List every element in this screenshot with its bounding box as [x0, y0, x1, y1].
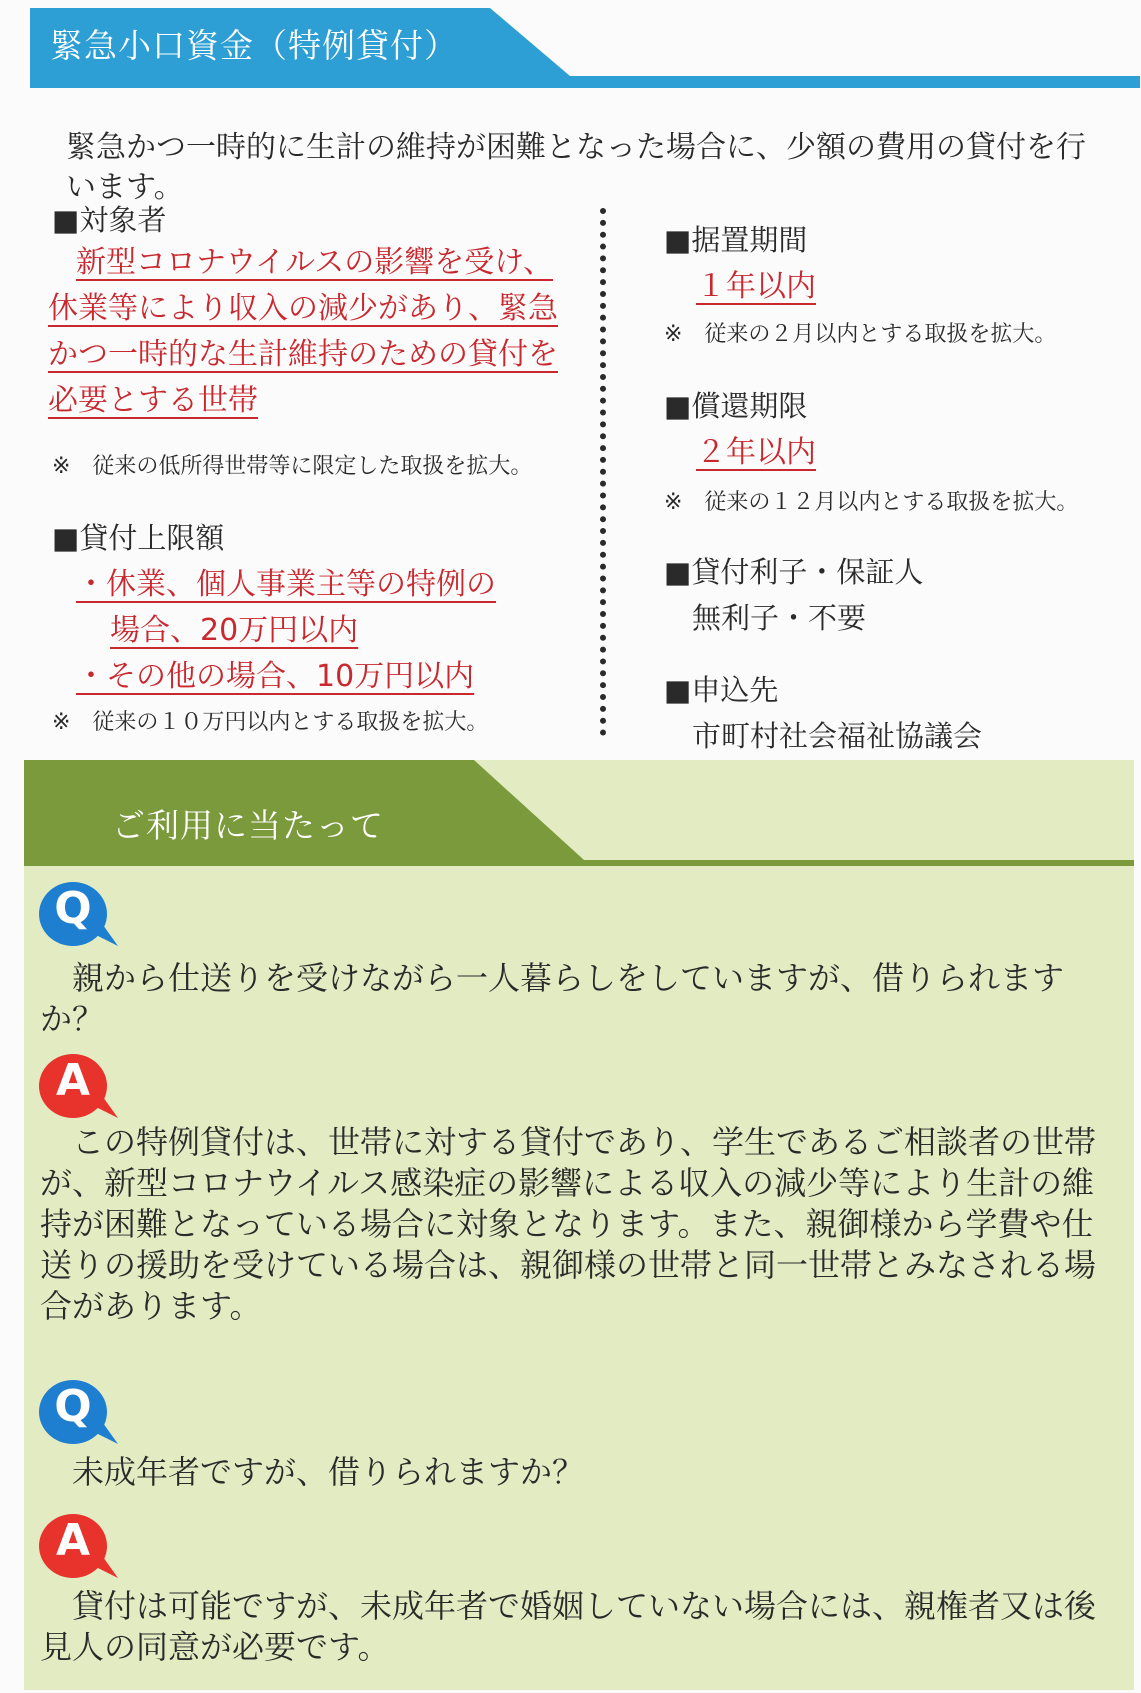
deferral-value: １年以内 [696, 269, 816, 304]
column-divider [600, 208, 606, 736]
answer-icon: A [38, 1052, 120, 1122]
target-heading: ■対象者 [52, 203, 167, 237]
page-title: 緊急小口資金（特例貸付） [50, 26, 458, 65]
limit-line-1: ・休業、個人事業主等の特例の [76, 567, 496, 602]
answer-1: この特例貸付は、世帯に対する貸付であり、学生であるご相談者の世帯が、新型コロナウイルス感染症の影響による収入の減少等により生計の維持が困難となっている場合に対象となります。また、親御様から学費や仕送りの援助を受けている場合は、親御様の世帯と同一世帯とみなされる場合があります。 [40, 1123, 1097, 1325]
apply-value: 市町村社会福祉協議会 [692, 719, 983, 753]
apply-heading: ■申込先 [664, 673, 779, 707]
limit-heading: ■貸付上限額 [52, 521, 225, 555]
limit-note: ※ 従来の１０万円以内とする取扱を拡大。 [52, 710, 489, 735]
target-line-3: かつ一時的な生計維持のための貸付を [48, 337, 558, 372]
interest-heading: ■貸付利子・保証人 [664, 555, 924, 589]
target-note: ※ 従来の低所得世帯等に限定した取扱を拡大。 [52, 454, 533, 479]
limit-line-3: ・その他の場合、10万円以内 [76, 659, 475, 694]
limit-line-2: 場合、20万円以内 [110, 613, 359, 648]
repayment-value: ２年以内 [696, 435, 816, 470]
intro-text: 緊急かつ一時的に生計の維持が困難となった場合に、少額の費用の貸付を行います。 [66, 130, 1086, 205]
question-2: 未成年者ですが、借りられますか？ [72, 1453, 585, 1491]
repayment-note: ※ 従来の１２月以内とする取扱を拡大。 [664, 490, 1079, 515]
usage-title: ご利用に当たって [112, 806, 384, 845]
target-line-2: 休業等により収入の減少があり、緊急 [48, 291, 558, 326]
deferral-note: ※ 従来の２月以内とする取扱を拡大。 [664, 322, 1057, 347]
target-line-4: 必要とする世帯 [48, 383, 258, 418]
answer-icon: A [38, 1512, 120, 1582]
question-icon: Q [38, 1378, 120, 1448]
answer-2: 貸付は可能ですが、未成年者で婚姻していない場合には、親権者又は後見人の同意が必要です。 [40, 1587, 1097, 1666]
repayment-heading: ■償還期限 [664, 389, 808, 423]
question-1: 親から仕送りを受けながら一人暮らしをしていますが、借りられますか？ [40, 959, 1065, 1038]
deferral-heading: ■据置期間 [664, 223, 808, 257]
target-line-1: 新型コロナウイルスの影響を受け、 [76, 245, 553, 280]
interest-value: 無利子・不要 [692, 601, 867, 635]
question-icon: Q [38, 880, 120, 950]
